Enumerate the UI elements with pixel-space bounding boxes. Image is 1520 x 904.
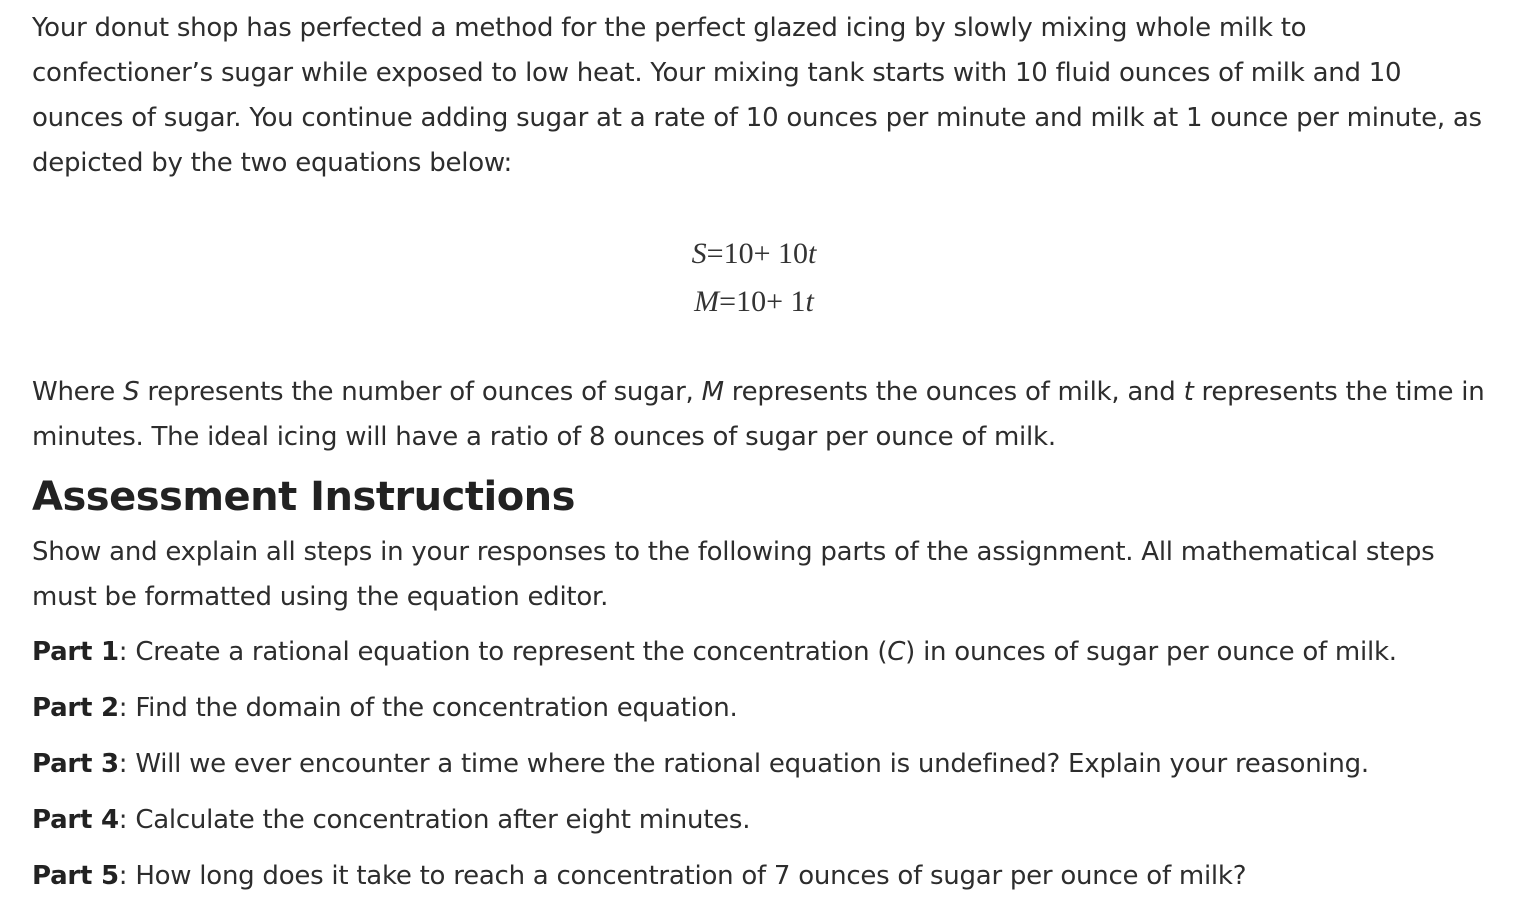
sugar-equation [32, 230, 1492, 278]
part-1 [32, 634, 1492, 670]
parts-list [32, 634, 1492, 894]
definitions-m-var: M [701, 377, 724, 407]
definitions-text-4: represents the time in minutes. The ideal icing will have a ratio of 8 ounces of sugar per ounce of milk. [32, 377, 1485, 452]
part-3-text: : Will we ever encounter a time where the rational equation is undefined? Explain your reasoning. [118, 749, 1369, 779]
definitions-text-1: Where [32, 377, 124, 407]
sugar-var: S [691, 237, 707, 270]
definitions-text-3: represents the ounces of milk, and [723, 377, 1184, 407]
part-1-text-b: ) in ounces of sugar per ounce of milk. [905, 637, 1397, 667]
milk-equation-time-var: t [805, 285, 814, 318]
part-4 [32, 802, 1492, 838]
part-1-var: C [887, 637, 906, 667]
assignment-content [32, 6, 1492, 894]
milk-equation [32, 278, 1492, 326]
sugar-equation-rhs: =10+ 10 [706, 237, 808, 270]
part-4-text: : Calculate the concentration after eight minutes. [118, 805, 751, 835]
part-5-label: Part 5 [32, 861, 119, 891]
part-2-text: : Find the domain of the concentration equation. [118, 693, 738, 723]
definitions-paragraph [32, 370, 1492, 460]
part-3 [32, 746, 1492, 782]
intro-paragraph: Your donut shop has perfected a method for the perfect glazed icing by slowly mixing whole milk to confectioner’s sugar while exposed to low heat. Your mixing tank starts with 10 fluid ounces of milk and 10 ounces of sugar. You continue adding sugar at a rate of 10 ounces per minute and milk at 1 ounce per minute, as depicted by the two equations below: [32, 13, 1482, 178]
equation-block [32, 230, 1492, 370]
milk-var: M [694, 285, 720, 318]
part-5-text: : How long does it take to reach a concentration of 7 ounces of sugar per ounce of milk? [118, 861, 1247, 891]
milk-equation-rhs: =10+ 1 [719, 285, 806, 318]
part-1-label: Part 1 [32, 637, 119, 667]
part-3-label: Part 3 [32, 749, 119, 779]
part-5 [32, 858, 1492, 894]
part-4-label: Part 4 [32, 805, 119, 835]
instructions-paragraph: Show and explain all steps in your responses to the following parts of the assignment. All mathematical steps must be formatted using the equation editor. [32, 537, 1435, 612]
part-2-label: Part 2 [32, 693, 119, 723]
assessment-heading: Assessment Instructions [32, 474, 575, 520]
part-1-text-a: : Create a rational equation to represent the concentration ( [118, 637, 888, 667]
definitions-s-var: S [123, 377, 140, 407]
sugar-equation-time-var: t [808, 237, 817, 270]
definitions-t-var: t [1183, 377, 1194, 407]
definitions-text-2: represents the number of ounces of sugar, [139, 377, 702, 407]
part-2 [32, 690, 1492, 726]
